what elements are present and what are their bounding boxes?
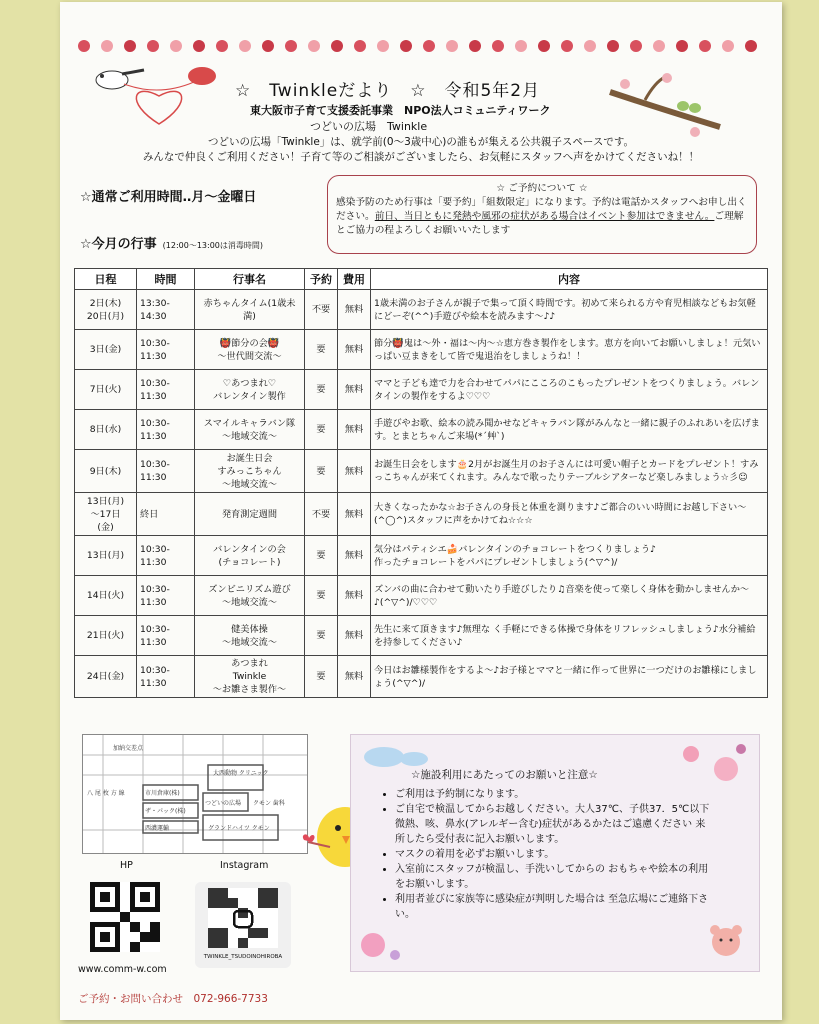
map-label: 市川倉庫(株) (145, 790, 180, 797)
plum-flower-icon (469, 40, 481, 52)
event-time: 10:30- 11:30 (137, 330, 195, 370)
instagram-label: Instagram (220, 860, 269, 871)
map-label: 八 尾 枚 方 線 (87, 790, 125, 797)
event-content: ママと子ども達で力を合わせてパパにこころのこもったプレゼントをつくりましょう。バレンタインの製作をするよ♡♡♡ (371, 370, 768, 410)
contact-phone: ご予約・お問い合わせ 072-966-7733 (78, 993, 268, 1005)
table-row (75, 330, 768, 370)
plum-flower-icon (561, 40, 573, 52)
event-cost: 無料 (338, 330, 371, 370)
event-content: 節分👹鬼は～外・福は～内～☆恵方巻き製作をします。恵方を向いてお願いしましょ！元気いっぱい豆まきをして皆で鬼退治をしましょうね！！ (371, 330, 768, 370)
website-url[interactable]: www.comm-w.com (78, 964, 167, 975)
plum-flower-icon (745, 40, 757, 52)
map-label: ザ・パック(株) (145, 808, 186, 815)
event-date: 9日(木) (75, 450, 137, 493)
event-cost: 無料 (338, 370, 371, 410)
rules-title: ☆施設利用にあたってのお願いと注意☆ (411, 769, 598, 781)
rule-item: • 利用者並びに家族等に感染症が判明した場合は 至急広場にご連絡下さい。 (395, 892, 715, 922)
event-content: 大きくなったかな☆お子さんの身長と体重を測ります♪ご都合のいい時間にお越し下さい～(^◯^)スタッフに声をかけてね☆☆☆ (371, 493, 768, 536)
event-content: 先生に来て頂きます♪無理な く手軽にできる体操で身体をリフレッシュしましょう♪水分補給を持参してください♪ (371, 616, 768, 656)
bear-icon (706, 920, 746, 960)
flower-icon (355, 925, 405, 965)
col-header-time: 時間 (137, 269, 195, 290)
plum-flower-icon (538, 40, 550, 52)
event-cost: 無料 (338, 656, 371, 698)
col-header-date: 日程 (75, 269, 137, 290)
event-cost: 無料 (338, 493, 371, 536)
event-content: ズンバの曲に合わせて動いたり手遊びしたり♫音楽を使って楽しく身体を動かしませんか～♪(^▽^)/♡♡♡ (371, 576, 768, 616)
event-name: 👹節分の会👹 ～世代間交流～ (195, 330, 305, 370)
event-content: 今日はお雛様製作をするよ～♪お子様とママと一緒に作って世界に一つだけのお雛様にしましょう(^▽^)/ (371, 656, 768, 698)
event-content: お誕生日会をします🎂2月がお誕生月のお子さんには可愛い帽子とカードをプレゼント！すみっこちゃんが来てくれます。みんなで歌ったりテーブルシアターなど楽しみましょう☆彡☺ (371, 450, 768, 493)
map-label: つどいの広場 (205, 800, 242, 807)
plum-flower-icon (216, 40, 228, 52)
plum-flower-icon (446, 40, 458, 52)
plum-flower-icon (239, 40, 251, 52)
event-reservation: 要 (305, 450, 338, 493)
rule-item: • ご自宅で検温してからお越しください。大人37℃、子供37．5℃以下微熱、咳、鼻水(アレルギー含む)症状があるかたはご遠慮ください 来所したら受付表に記入お願いします。 (395, 802, 715, 847)
usage-rules-box (350, 734, 760, 972)
table-row (75, 656, 768, 698)
event-date: 8日(水) (75, 410, 137, 450)
event-time: 10:30- 11:30 (137, 616, 195, 656)
plum-flower-icon (354, 40, 366, 52)
event-name: 発育測定週間 (195, 493, 305, 536)
plum-flower-icon (101, 40, 113, 52)
instagram-card[interactable] (195, 882, 291, 968)
plum-flower-icon (170, 40, 182, 52)
organization-line: 東大阪市子育て支援委託事業 NPO法人コミュニティワーク (250, 104, 551, 117)
plum-flower-icon (308, 40, 320, 52)
event-reservation: 不要 (305, 290, 338, 330)
hp-label: HP (120, 860, 133, 871)
regular-hours: ☆通常ご利用時間‥月～金曜日 (80, 190, 257, 205)
event-content: 1歳未満のお子さんが親子で集って頂く時間です。初めて来られる方や育児相談などもお気軽にどーぞ(^^)手遊びや絵本を読みます～♪♪ (371, 290, 768, 330)
intro-text (60, 135, 782, 165)
newsletter-page (60, 2, 782, 1020)
event-time: 10:30- 11:30 (137, 656, 195, 698)
table-row (75, 450, 768, 493)
rule-item: • ご利用は予約制になります。 (395, 787, 715, 802)
plum-flower-icon (607, 40, 619, 52)
event-cost: 無料 (338, 410, 371, 450)
page-title: ☆ Twinkleだより ☆ 令和5年2月 (235, 81, 541, 101)
event-time: 終日 (137, 493, 195, 536)
event-name: ズンビニリズム遊び ～地域交流～ (195, 576, 305, 616)
table-row (75, 370, 768, 410)
event-name: あつまれ Twinkle ～お雛さま製作～ (195, 656, 305, 698)
intro-line: つどいの広場「Twinkle」は、就学前(0～3歳中心)の誰もが集える公共親子スペースです。 (208, 136, 634, 148)
plum-flower-border (74, 36, 764, 56)
event-cost: 無料 (338, 290, 371, 330)
events-heading (80, 233, 263, 252)
rules-list (381, 787, 715, 922)
plum-flower-icon (423, 40, 435, 52)
event-name: 健美体操 ～地域交流～ (195, 616, 305, 656)
table-row (75, 493, 768, 536)
plum-flower-icon (492, 40, 504, 52)
event-reservation: 要 (305, 370, 338, 410)
event-date: 24日(金) (75, 656, 137, 698)
col-header-reservation: 予約 (305, 269, 338, 290)
instagram-qr-code-icon (208, 888, 278, 948)
notice-text: 感染予防のため行事は「要予約」「組数限定」になります。予約は電話かスタッフへお申し出ください。 (336, 197, 747, 222)
event-reservation: 要 (305, 656, 338, 698)
event-time: 13:30- 14:30 (137, 290, 195, 330)
event-name: 赤ちゃんタイム(1歳未満) (195, 290, 305, 330)
event-cost: 無料 (338, 450, 371, 493)
event-time: 10:30- 11:30 (137, 450, 195, 493)
event-name: ♡あつまれ♡ バレンタイン製作 (195, 370, 305, 410)
col-header-content: 内容 (371, 269, 768, 290)
plum-flower-icon (630, 40, 642, 52)
event-name: お誕生日会 すみっこちゃん ～地域交流～ (195, 450, 305, 493)
map-drawing (83, 735, 307, 853)
cloud-icon (359, 739, 439, 769)
event-time: 10:30- 11:30 (137, 536, 195, 576)
event-date: 14日(火) (75, 576, 137, 616)
event-cost: 無料 (338, 576, 371, 616)
event-date: 3日(金) (75, 330, 137, 370)
venue-line: つどいの広場 Twinkle (310, 120, 428, 133)
event-reservation: 要 (305, 616, 338, 656)
plum-flower-icon (78, 40, 90, 52)
plum-flower-icon (653, 40, 665, 52)
access-map (82, 734, 308, 854)
map-label: 西濃運輸 (145, 825, 170, 832)
rule-item: • マスクの着用を必ずお願いします。 (395, 847, 715, 862)
table-row (75, 576, 768, 616)
event-time: 10:30- 11:30 (137, 370, 195, 410)
col-header-cost: 費用 (338, 269, 371, 290)
plum-flower-icon (193, 40, 205, 52)
plum-branch-illustration (605, 72, 725, 142)
rule-item: • 入室前にスタッフが検温し、手洗いしてからの おもちゃや絵本の利用をお願いします。 (395, 862, 715, 892)
event-content: 手遊びやお歌、絵本の読み聞かせなどキャラバン隊がみんなと一緒に親子のふれあいを広げます。とまとちゃんご来場(*´艸`) (371, 410, 768, 450)
plum-flower-icon (377, 40, 389, 52)
table-row (75, 536, 768, 576)
plum-flower-icon (147, 40, 159, 52)
plum-flower-icon (262, 40, 274, 52)
table-row (75, 290, 768, 330)
event-reservation: 不要 (305, 493, 338, 536)
event-time: 10:30- 11:30 (137, 576, 195, 616)
plum-flower-icon (699, 40, 711, 52)
map-label: 加納交差点 (113, 745, 144, 752)
event-date: 13日(月) (75, 536, 137, 576)
plum-flower-icon (331, 40, 343, 52)
plum-flower-icon (124, 40, 136, 52)
event-name: スマイルキャラバン隊 ～地域交流～ (195, 410, 305, 450)
map-label: 大西動物 クリニック (213, 770, 269, 777)
events-note: (12:00～13:00は消毒時間) (162, 241, 264, 250)
map-label: グランドハイツ クモン (208, 825, 270, 832)
event-date: 2日(木) 20日(月) (75, 290, 137, 330)
event-time: 10:30- 11:30 (137, 410, 195, 450)
event-reservation: 要 (305, 576, 338, 616)
map-label: クモン 歯科 (253, 800, 285, 807)
notice-title: ☆ ご予約について ☆ (496, 183, 588, 194)
events-table (74, 268, 768, 698)
event-date: 13日(月) ～17日 (金) (75, 493, 137, 536)
bird-heart-illustration (84, 62, 234, 132)
plum-flower-icon (676, 40, 688, 52)
col-header-event: 行事名 (195, 269, 305, 290)
event-date: 21日(火) (75, 616, 137, 656)
event-reservation: 要 (305, 536, 338, 576)
events-heading-text: ☆今月の行事 (80, 237, 157, 252)
hp-qr-code-icon[interactable] (90, 882, 160, 952)
plum-flower-icon (285, 40, 297, 52)
table-row (75, 410, 768, 450)
instagram-handle: TWINKLE_TSUDOINOHIROBA (203, 954, 283, 960)
plum-flower-icon (400, 40, 412, 52)
table-row (75, 616, 768, 656)
plum-flower-icon (584, 40, 596, 52)
event-name: バレンタインの会 (チョコレート) (195, 536, 305, 576)
notice-text: ご理解とご協力の程よろしくお願いいたします (336, 211, 744, 236)
event-reservation: 要 (305, 410, 338, 450)
plum-flower-icon (722, 40, 734, 52)
plum-flower-icon (515, 40, 527, 52)
event-content: 気分はパティシエ🍰バレンタインのチョコレートをつくりましょう♪ 作ったチョコレートをパパにプレゼントしましょう(^▽^)/ (371, 536, 768, 576)
reservation-notice (327, 175, 757, 254)
event-cost: 無料 (338, 536, 371, 576)
notice-warning: 前日、当日ともに発熱や風邪の症状がある場合はイベント参加はできません。 (374, 211, 715, 222)
intro-line: みんなで仲良くご利用ください！子育て等のご相談がございましたら、お気軽にスタッフへ声をかけてくださいね！！ (142, 151, 700, 163)
event-cost: 無料 (338, 616, 371, 656)
event-reservation: 要 (305, 330, 338, 370)
event-date: 7日(火) (75, 370, 137, 410)
